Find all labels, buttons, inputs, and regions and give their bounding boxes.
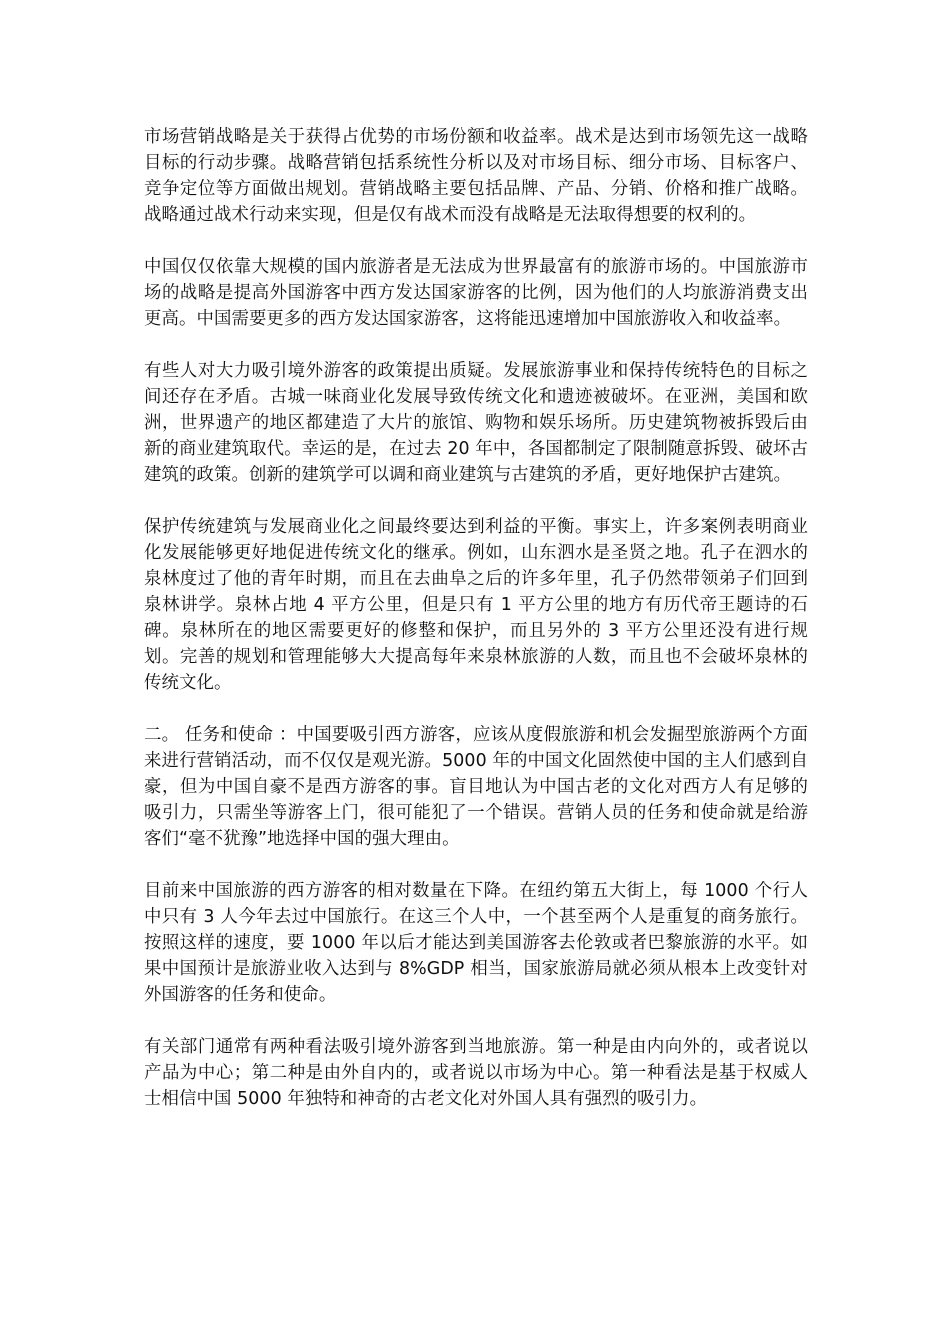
paragraph-china-tourism-market: 中国仅仅依靠大规模的国内旅游者是无法成为世界最富有的旅游市场的。中国旅游市场的战略是提高外国游客中西方发达国家游客的比例，因为他们的人均旅游消费支出更高。中国需要更多的西方发达国家游客，这将能迅速增加中国旅游收入和收益率。 xyxy=(144,257,808,329)
paragraph-western-tourists: 目前来中国旅游的西方游客的相对数量在下降。在纽约第五大街上，每 1000 个行人中只有 3 人今年去过中国旅行。在这三个人中，一个甚至两个人是重复的商务旅行。按照这样的速度，要 1000 年以后才能达到美国游客去伦敦或者巴黎旅游的水平。如果中国预计是旅游业收入达到与 8%GDP 相当，国家旅游局就必须从根本上改变针对外国游客的任务和使命。 xyxy=(144,881,808,1005)
paragraph-mission: 二。 任务和使命 ：中国要吸引西方游客，应该从度假旅游和机会发掘型旅游两个方面来进行营销活动，而不仅仅是观光游。5000 年的中国文化固然使中国的主人们感到自豪，但为中国自豪不是西方游客的事。盲目地认为中国古老的文化对西方人有足够的吸引力，只需坐等游客上门，很可能犯了一个错误。营销人员的任务和使命就是给游客们“毫不犹豫”地选择中国的强大理由。 xyxy=(144,725,808,849)
paragraph-quanlin-example: 保护传统建筑与发展商业化之间最终要达到利益的平衡。事实上，许多案例表明商业化发展能够更好地促进传统文化的继承。例如，山东泗水是圣贤之地。孔子在泗水的泉林度过了他的青年时期，而且在去曲阜之后的许多年里，孔子仍然带领弟子们回到泉林讲学。泉林占地 4 平方公里，但是只有 1 平方公里的地方有历代帝王题诗的石碑。泉林所在的地区需要更好的修整和保护，而且另外的 3 平方公里还没有进行规划。完善的规划和管理能够大大提高每年来泉林旅游的人数，而且也不会破坏泉林的传统文化。 xyxy=(144,517,808,693)
paragraph-two-views: 有关部门通常有两种看法吸引境外游客到当地旅游。第一种是由内向外的，或者说以产品为中心；第二种是由外自内的，或者说以市场为中心。第一种看法是基于权威人士相信中国 5000 年独特和神奇的古老文化对外国人具有强烈的吸引力。 xyxy=(144,1037,808,1109)
paragraph-marketing-strategy: 市场营销战略是关于获得占优势的市场份额和收益率。战术是达到市场领先这一战略目标的行动步骤。战略营销包括系统性分析以及对市场目标、细分市场、目标客户、竞争定位等方面做出规划。营销战略主要包括品牌、产品、分销、价格和推广战略。战略通过战术行动来实现，但是仅有战术而没有战略是无法取得想要的权利的。 xyxy=(144,127,808,225)
document-body xyxy=(144,124,808,1138)
paragraph-heritage-conflict: 有些人对大力吸引境外游客的政策提出质疑。发展旅游事业和保持传统特色的目标之间还存在矛盾。古城一味商业化发展导致传统文化和遗迹被破坏。在亚洲，美国和欧洲，世界遗产的地区都建造了大片的旅馆、购物和娱乐场所。历史建筑物被拆毁后由新的商业建筑取代。幸运的是，在过去 20 年中，各国都制定了限制随意拆毁、破坏古建筑的政策。创新的建筑学可以调和商业建筑与古建筑的矛盾，更好地保护古建筑。 xyxy=(144,361,808,485)
